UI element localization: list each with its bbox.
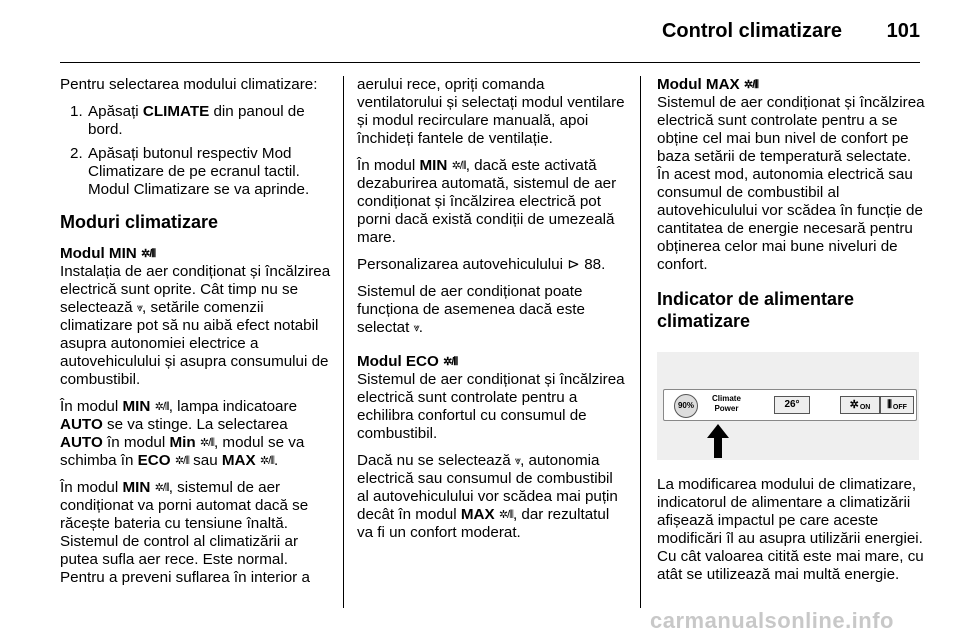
- heat-off-button: ⦀ OFF: [880, 396, 914, 414]
- paragraph: Instalația de aer condiționat și încălzirea electrică sunt oprite. Cât timp nu se selectează ⩔, setările comenzii climatizare pot să nu aibă efect notabil asupra autonomiei electrice a autovehiculului și asupra consumului de combustibil.: [60, 263, 331, 388]
- steps-list: [60, 103, 332, 199]
- climate-power-figure: [657, 352, 919, 460]
- mode-icon: ✲/⦀: [259, 455, 274, 467]
- mode-icon: ✲/⦀: [141, 248, 156, 260]
- mode-icon: ✲/⦀: [498, 509, 513, 521]
- column-1: [60, 76, 332, 596]
- reference-icon: ⊳: [567, 256, 580, 273]
- column-3: [657, 76, 927, 593]
- mode-icon: ✲/⦀: [174, 455, 189, 467]
- paragraph: La modificarea modului de climatizare, indicatorul de alimentare a climatizării afișează impactul pe care aceste modificări îl au asupra utilizării energiei. Cu cât valoarea citită este mai mare, cu atât se utilizează mai multă energie.: [657, 476, 924, 583]
- list-item: 1. Apăsați CLIMATE din panoul de bord.: [70, 103, 305, 138]
- heat-icon: ⦀: [887, 399, 891, 411]
- mode-icon: ✲/⦀: [154, 401, 169, 413]
- snowflake-icon: ✲: [849, 399, 858, 411]
- mode-min-title: Modul MIN ✲/⦀: [60, 245, 156, 262]
- paragraph: Sistemul de aer condiționat și încălzirea electrică sunt controlate pentru a se obține cel mai bun nivel de confort pe baza setării de temperatură selectate. În acest mod, autonomia electrică sau consumul de combustibil al autovehiculului vor scădea în funcție de cantitatea de energie necesară pentru obținerea celor mai bune niveluri de confort.: [657, 94, 925, 273]
- paragraph: Sistemul de aer condiționat poate funcționa de asemenea dacă este selectat ⩔.: [357, 283, 585, 336]
- section-heading: Indicator de alimentare climatizare: [657, 289, 855, 331]
- climate-control-panel: [663, 389, 917, 421]
- paragraph: În modul MIN ✲/⦀, dacă este activată dezaburirea automată, sistemul de aer condiționat și încălzirea electrică pot porni dacă există condiții de umezeală mare.: [357, 157, 617, 246]
- fan-icon: ⩔: [136, 302, 143, 314]
- fan-icon: ⩔: [514, 455, 521, 467]
- watermark: carmanualsonline.info: [650, 608, 894, 633]
- column-2: [357, 76, 627, 551]
- fan-icon: ⩔: [413, 322, 419, 334]
- mode-icon: ✲/⦀: [451, 160, 466, 172]
- intro-text: Pentru selectarea modului climatizare:: [60, 76, 318, 93]
- mode-icon: ✲/⦀: [154, 482, 169, 494]
- column-divider: [343, 76, 344, 608]
- paragraph: Dacă nu se selectează ⩔, autonomia electrică sau consumul de combustibil al autovehiculului vor scădea mai puțin decât în modul MAX ✲/⦀, dar rezultatul va fi un confort moderat.: [357, 452, 618, 541]
- section-heading: Moduri climatizare: [60, 212, 219, 232]
- page-header: [60, 0, 920, 63]
- page-number: 101: [886, 20, 920, 42]
- mode-max-title: Modul MAX ✲/⦀: [657, 76, 759, 93]
- ac-on-button: ✲ ON: [840, 396, 880, 414]
- mode-icon: ✲/⦀: [443, 356, 458, 368]
- mode-icon: ✲/⦀: [743, 79, 759, 91]
- mode-eco-title: Modul ECO ✲/⦀: [357, 353, 458, 370]
- paragraph: Sistemul de aer condiționat și încălzirea electrică sunt controlate pentru a echilibra confortul cu consumul de combustibil.: [357, 371, 625, 442]
- up-arrow-icon: [707, 424, 729, 458]
- page-title: Control climatizare: [661, 20, 842, 42]
- mode-icon: ✲/⦀: [199, 437, 214, 449]
- power-percent-gauge: 90%: [674, 394, 698, 418]
- paragraph: aerului rece, opriți comanda ventilatorului și selectați modul ventilare și modul recirculare manuală, apoi închideți fantele de ventilație.: [357, 76, 625, 147]
- climate-power-label: Climate Power: [712, 394, 741, 413]
- paragraph: În modul MIN ✲/⦀, lampa indicatoare AUTO se va stinge. La selectarea AUTO în modul Min ✲/⦀, modul se va schimba în ECO ✲/⦀ sau MAX ✲/⦀.: [60, 398, 305, 469]
- temperature-display: 26°: [774, 396, 810, 414]
- list-item: 2. Apăsați butonul respectiv Mod Climatizare de pe ecranul tactil. Modul Climatizare se va aprinde.: [70, 145, 310, 198]
- paragraph: Personalizarea autovehiculului ⊳ 88.: [357, 256, 606, 273]
- paragraph: În modul MIN ✲/⦀, sistemul de aer condiționat va porni automat dacă se răcește bateria cu tensiune înaltă. Sistemul de control al climatizării ar putea sufla aer rece. Este normal. Pentru a preveni suflarea în interior a: [60, 479, 310, 586]
- column-divider: [640, 76, 641, 608]
